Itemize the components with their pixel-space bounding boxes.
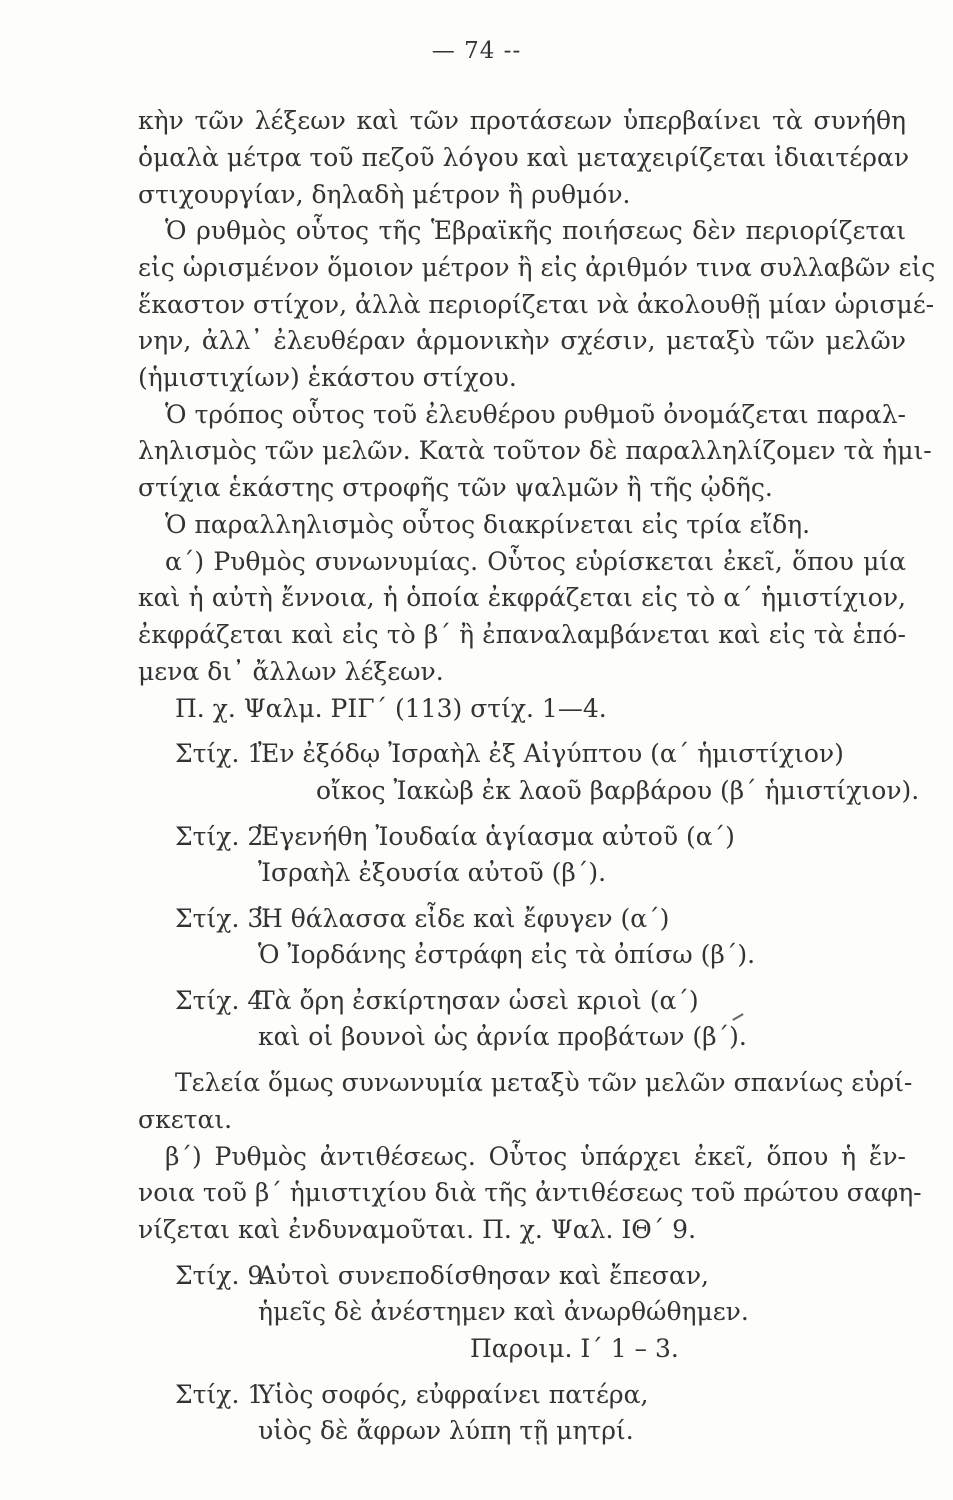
text-line: στιχουργίαν, δηλαδὴ μέτρον ἢ ρυθμόν. <box>138 180 631 209</box>
verse-text: Αὐτοὶ συνεποδίσθησαν καὶ ἔπεσαν, <box>258 1261 709 1290</box>
text-line: Ὁ ρυθμὸς οὗτος τῆς Ἑβραϊκῆς ποιήσεως δὲν περιορίζεται <box>165 216 906 245</box>
verse-line <box>175 902 943 936</box>
verse-label: Στίχ. 9. <box>175 1261 272 1290</box>
verse-text: Ἡ θάλασσα εἶδε καὶ ἔφυγεν (α΄) <box>258 904 670 933</box>
text-line: Ὁ παραλληλισμὸς οὗτος διακρίνεται εἰς τρία εἴδη. <box>165 510 811 539</box>
verse-line: οἴκος Ἰακὼβ ἐκ λαοῦ βαρβάρου (β΄ ἡμιστίχιον). <box>316 776 920 805</box>
verse-label: Στίχ. 1. <box>175 1380 272 1409</box>
text-line: (ἡμιστιχίων) ἑκάστου στίχου. <box>138 363 517 392</box>
verse-line <box>175 737 943 771</box>
text-line: ἕκαστον στίχον, ἀλλὰ περιορίζεται νὰ ἀκολουθῇ μίαν ὡρισμέ- <box>138 290 935 319</box>
verse-line: Ἰσραὴλ ἐξουσία αὐτοῦ (β΄). <box>258 858 607 887</box>
text-line: ὁμαλὰ μέτρα τοῦ πεζοῦ λόγου καὶ μεταχειρίζεται ἰδιαιτέραν <box>138 143 910 172</box>
page-number: — 74 -- <box>431 38 522 64</box>
verse-text: Ἐν ἐξόδῳ Ἰσραὴλ ἐξ Αἰγύπτου (α΄ ἡμιστίχιον) <box>258 739 844 768</box>
text-line: σκεται. <box>138 1105 233 1134</box>
verse-line <box>175 1378 943 1412</box>
text-line: Τελεία ὅμως συνωνυμία μεταξὺ τῶν μελῶν σπανίως εὑρί- <box>175 1068 913 1097</box>
proverbs-reference: Παροιμ. Ι΄ 1 – 3. <box>470 1334 679 1363</box>
verse-line <box>175 1259 943 1293</box>
verse-line: ἡμεῖς δὲ ἀνέστημεν καὶ ἀνωρθώθημεν. <box>258 1297 749 1326</box>
verse-text: Ἐγενήθη Ἰουδαία ἁγίασμα αὐτοῦ (α΄) <box>258 822 735 851</box>
verse-label: Στίχ. 3. <box>175 904 272 933</box>
verse-line: καὶ οἱ βουνοὶ ὡς ἀρνία προβάτων (β΄). <box>258 1022 747 1051</box>
text-line: εἰς ὡρισμένον ὅμοιον μέτρον ἢ εἰς ἀριθμόν τινα συλλαβῶν εἰς <box>138 253 936 282</box>
verse-label: Στίχ. 1. <box>175 739 272 768</box>
verse-line: Ὁ Ἰορδάνης ἐστράφη εἰς τὰ ὀπίσω (β΄). <box>258 940 756 969</box>
text-line: Ὁ τρόπος οὗτος τοῦ ἐλευθέρου ρυθμοῦ ὀνομάζεται παραλ- <box>165 400 906 429</box>
text-line: ἐκφράζεται καὶ εἰς τὸ β΄ ἢ ἐπαναλαμβάνεται καὶ εἰς τὰ ἑπό- <box>138 620 906 649</box>
text-line: ληλισμὸς τῶν μελῶν. Κατὰ τοῦτον δὲ παραλληλίζομεν τὰ ἡμι- <box>138 436 932 465</box>
verse-line <box>175 984 943 1018</box>
text-line: καὶ ἡ αὐτὴ ἔννοια, ἡ ὁποία ἐκφράζεται εἰς τὸ α΄ ἡμιστίχιον, <box>138 583 906 612</box>
verse-text: Υἱὸς σοφός, εὐφραίνει πατέρα, <box>258 1380 649 1409</box>
example-reference: Π. χ. Ψαλμ. ΡΙΓ΄ (113) στίχ. 1—4. <box>175 694 607 723</box>
text-line: στίχια ἑκάστης στροφῆς τῶν ψαλμῶν ἢ τῆς ᾠδῆς. <box>138 473 773 502</box>
text-line: κὴν τῶν λέξεων καὶ τῶν προτάσεων ὑπερβαίνει τὰ συνήθη <box>138 106 906 135</box>
text-line: μενα δι᾿ ἄλλων λέξεων. <box>138 657 444 686</box>
verse-line: υἱὸς δὲ ἄφρων λύπη τῇ μητρί. <box>258 1416 634 1445</box>
text-line: α΄) Ρυθμὸς συνωνυμίας. Οὗτος εὑρίσκεται ἐκεῖ, ὅπου μία <box>165 547 906 576</box>
verse-label: Στίχ. 4. <box>175 986 272 1015</box>
text-line: νίζεται καὶ ἐνδυναμοῦται. Π. χ. Ψαλ. ΙΘ΄ 9. <box>138 1215 697 1244</box>
verse-label: Στίχ. 2. <box>175 822 272 851</box>
text-line: νοια τοῦ β΄ ἡμιστιχίου διὰ τῆς ἀντιθέσεως τοῦ πρώτου σαφη- <box>138 1178 922 1207</box>
text-line: β΄) Ρυθμὸς ἀντιθέσεως. Οὗτος ὑπάρχει ἐκεῖ, ὅπου ἡ ἔν- <box>165 1142 906 1171</box>
verse-text: Τὰ ὄρη ἐσκίρτησαν ὡσεὶ κριοὶ (α΄) <box>258 986 699 1015</box>
text-line: νην, ἀλλ᾿ ἐλευθέραν ἁρμονικὴν σχέσιν, μεταξὺ τῶν μελῶν <box>138 326 906 355</box>
verse-line <box>175 820 943 854</box>
